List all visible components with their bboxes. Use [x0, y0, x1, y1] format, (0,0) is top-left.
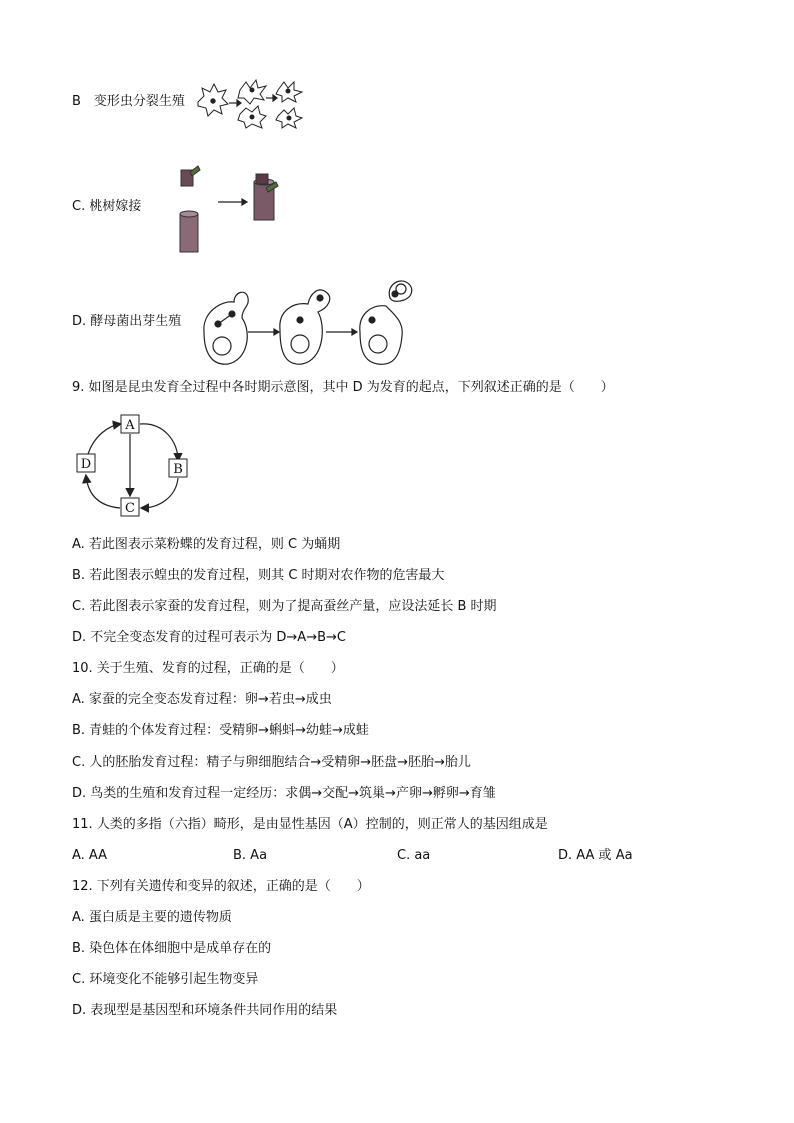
q10-option-c: C. 人的胚胎发育过程：精子与卵细胞结合→受精卵→胚盘→胚胎→胎儿 — [72, 755, 471, 770]
option-d-yeast: D. 酵母菌出芽生殖 — [72, 314, 182, 329]
q9-option-c: C. 若此图表示家蚕的发育过程，则为了提高蚕丝产量，应设法延长 B 时期 — [72, 599, 497, 614]
amoeba-division-illustration — [194, 76, 306, 132]
q11-option-d: D. AA 或 Aa — [558, 848, 633, 863]
q12-option-d: D. 表现型是基因型和环境条件共同作用的结果 — [72, 1003, 338, 1018]
q10-option-a: A. 家蚕的完全变态发育过程：卵→若虫→成虫 — [72, 692, 332, 707]
q12-option-b: B. 染色体在体细胞中是成单存在的 — [72, 941, 272, 956]
q10-option-b: B. 青蛙的个体发育过程：受精卵→蝌蚪→幼蛙→成蛙 — [72, 723, 369, 738]
q12-option-c: C. 环境变化不能够引起生物变异 — [72, 972, 259, 987]
question-12-stem: 12. 下列有关遗传和变异的叙述，正确的是（ ） — [72, 879, 370, 894]
q9-option-d: D. 不完全变态发育的过程可表示为 D→A→B→C — [72, 630, 346, 645]
q10-option-d: D. 鸟类的生殖和发育过程一定经历：求偶→交配→筑巢→产卵→孵卵→育雏 — [72, 786, 496, 801]
question-9-stem: 9. 如图是昆虫发育全过程中各时期示意图，其中 D 为发育的起点，下列叙述正确的是（ ） — [72, 380, 614, 395]
node-a-label: A — [125, 418, 135, 433]
q11-option-a: A. AA — [72, 848, 108, 863]
node-d-label: D — [80, 457, 92, 472]
yeast-budding-illustration — [196, 274, 418, 370]
q9-option-b: B. 若此图表示蝗虫的发育过程，则其 C 时期对农作物的危害最大 — [72, 568, 445, 583]
peach-grafting-illustration — [176, 164, 280, 256]
option-b-amoeba: B 变形虫分裂生殖 — [72, 94, 185, 109]
q11-options-row — [72, 847, 722, 865]
q9-option-a: A. 若此图表示菜粉蝶的发育过程，则 C 为蛹期 — [72, 537, 341, 552]
node-c-label: C — [125, 501, 135, 516]
question-11-stem: 11. 人类的多指（六指）畸形，是由显性基因（A）控制的，则正常人的基因组成是 — [72, 817, 548, 832]
question-10-stem: 10. 关于生殖、发育的过程，正确的是（ ） — [72, 661, 344, 676]
option-c-grafting: C. 桃树嫁接 — [72, 199, 142, 214]
node-b-label: B — [173, 462, 183, 477]
insect-development-cycle-diagram — [72, 412, 196, 520]
q12-option-a: A. 蛋白质是主要的遗传物质 — [72, 910, 232, 925]
q11-option-b: B. Aa — [233, 848, 268, 863]
q11-option-c: C. aa — [397, 848, 431, 863]
